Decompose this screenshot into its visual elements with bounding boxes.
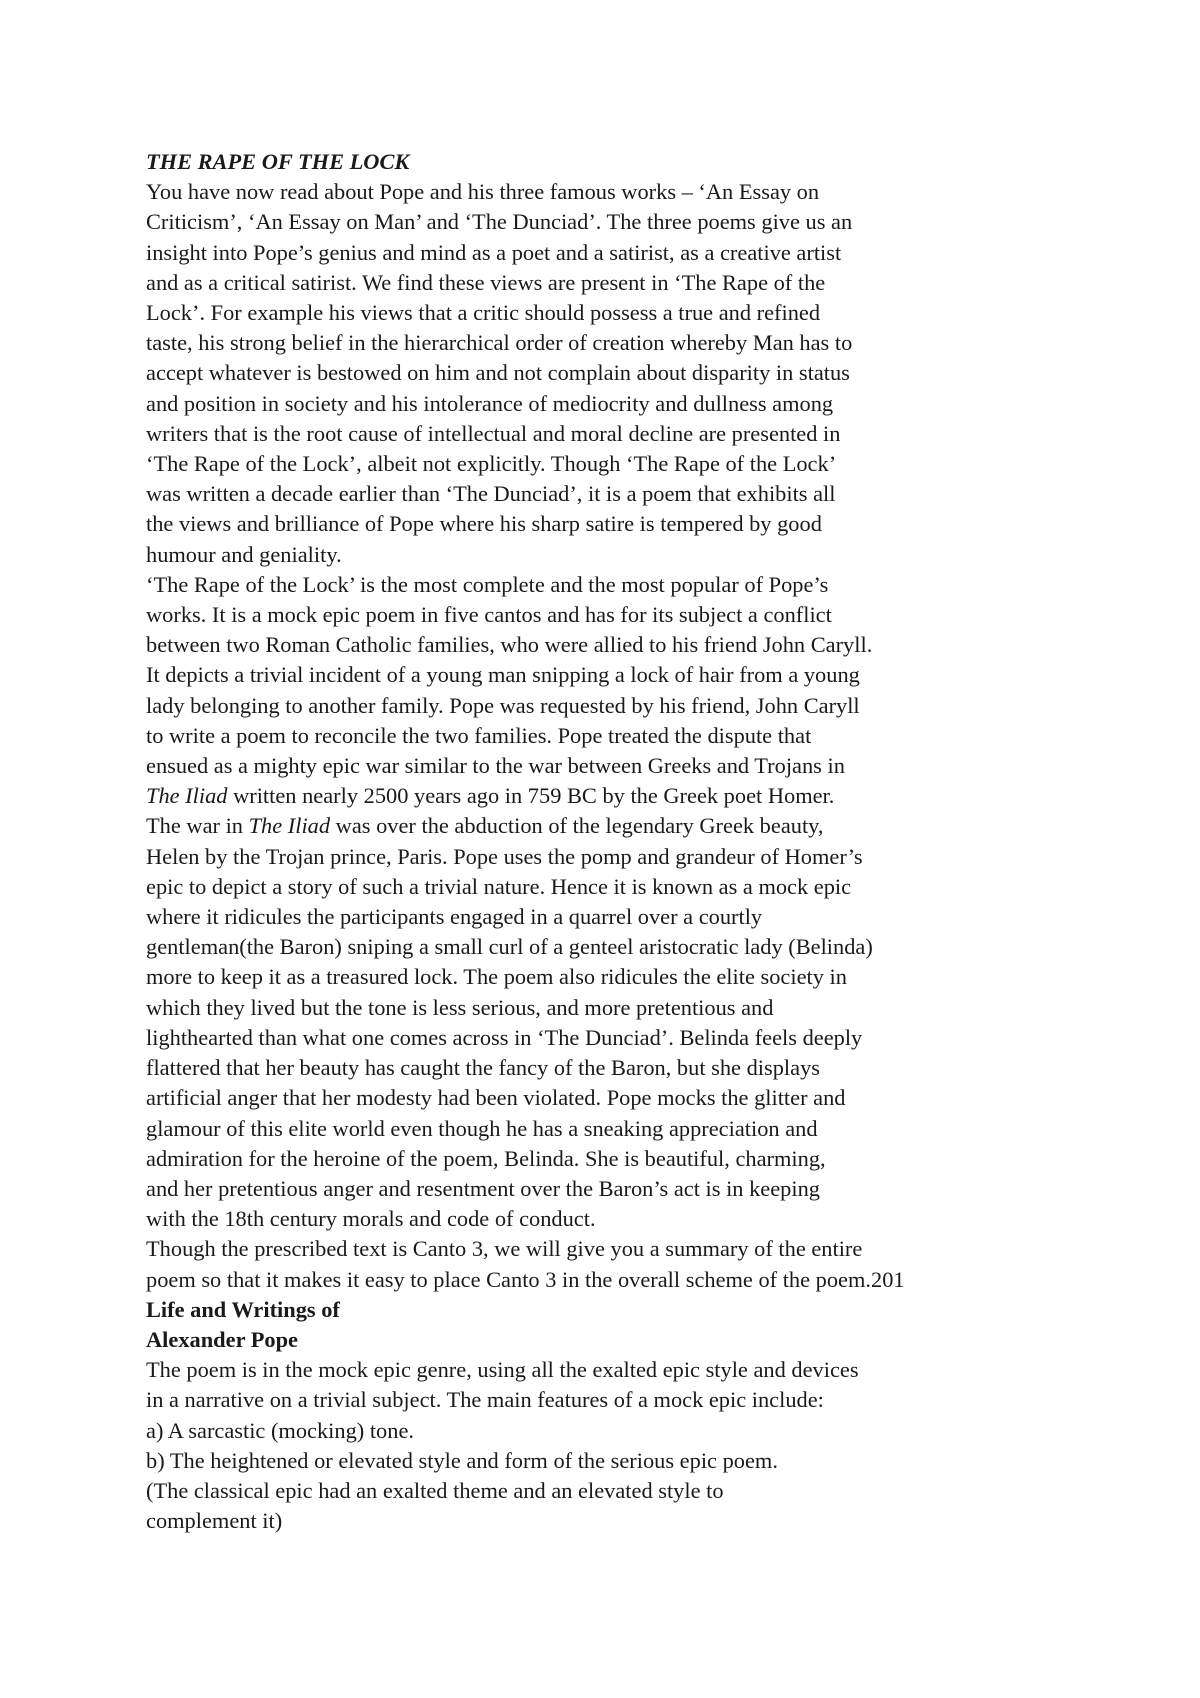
heading-line: Alexander Pope [146,1326,298,1352]
iliad-title: The Iliad [248,813,331,839]
text-line: which they lived but the tone is less serious, and more pretentious and [146,994,774,1020]
text-line: writers that is the root cause of intellectual and moral decline are presented in [146,420,841,446]
text-line: epic to depict a story of such a trivial nature. Hence it is known as a mock epic [146,873,852,899]
text-line: and as a critical satirist. We find these views are present in ‘The Rape of the [146,269,826,295]
iliad-title: The Iliad [146,783,228,809]
paragraph-features [146,1355,1146,1536]
text-line: lady belonging to another family. Pope was requested by his friend, John Caryll [146,692,860,718]
text-line: humour and geniality. [146,541,342,567]
document-title: THE RAPE OF THE LOCK [146,149,410,174]
text-line: It depicts a trivial incident of a young man snipping a lock of hair from a young [146,662,860,688]
text-segment: written nearly 2500 years ago in 759 BC by the Greek poet Homer. [227,783,835,809]
text-line: gentleman(the Baron) sniping a small curl of a genteel aristocratic lady (Belinda) [146,934,873,960]
text-line: works. It is a mock epic poem in five cantos and has for its subject a conflict [146,602,832,628]
text-segment: The war in [146,813,249,839]
paragraph-canto [146,1234,1146,1294]
text-line: Helen by the Trojan prince, Paris. Pope uses the pomp and grandeur of Homer’s [146,843,863,869]
text-line: Lock’. For example his views that a critic should possess a true and refined [146,300,821,326]
heading-line: Life and Writings of [146,1296,340,1322]
text-line: complement it) [146,1508,283,1534]
document-page [146,147,1146,1536]
text-line: taste, his strong belief in the hierarchical order of creation whereby Man has to [146,330,853,356]
text-line: Criticism’, ‘An Essay on Man’ and ‘The Dunciad’. The three poems give us an [146,209,853,235]
section-heading [146,1295,1146,1355]
text-line: The poem is in the mock epic genre, using all the exalted epic style and devices [146,1357,859,1383]
text-line: ensued as a mighty epic war similar to the war between Greeks and Trojans in [146,753,845,779]
text-line: was written a decade earlier than ‘The Dunciad’, it is a poem that exhibits all [146,481,836,507]
text-line: between two Roman Catholic families, who were allied to his friend John Caryll. [146,632,873,658]
text-line: You have now read about Pope and his three famous works – ‘An Essay on [146,179,820,205]
text-line: where it ridicules the participants engaged in a quarrel over a courtly [146,904,763,930]
text-line: (The classical epic had an exalted theme and an elevated style to [146,1477,724,1503]
text-line: ‘The Rape of the Lock’ is the most complete and the most popular of Pope’s [146,571,829,597]
text-line [146,811,1146,841]
text-line: admiration for the heroine of the poem, Belinda. She is beautiful, charming, [146,1145,826,1171]
text-line: the views and brilliance of Pope where his sharp satire is tempered by good [146,511,822,537]
text-line: insight into Pope’s genius and mind as a poet and a satirist, as a creative artist [146,239,842,265]
text-line: in a narrative on a trivial subject. The main features of a mock epic include: [146,1387,824,1413]
text-line: artificial anger that her modesty had been violated. Pope mocks the glitter and [146,1085,846,1111]
text-line: accept whatever is bestowed on him and not complain about disparity in status [146,360,850,386]
paragraph-main [146,570,1146,1234]
list-item: a) A sarcastic (mocking) tone. [146,1417,414,1443]
text-segment: was over the abduction of the legendary Greek beauty, [330,813,824,839]
paragraph-intro [146,177,1146,570]
list-item: b) The heightened or elevated style and form of the serious epic poem. [146,1447,778,1473]
text-line: to write a poem to reconcile the two families. Pope treated the dispute that [146,722,812,748]
text-line: ‘The Rape of the Lock’, albeit not explicitly. Though ‘The Rape of the Lock’ [146,451,837,477]
text-line: glamour of this elite world even though he has a sneaking appreciation and [146,1115,818,1141]
text-line: more to keep it as a treasured lock. The poem also ridicules the elite society in [146,964,847,990]
text-line: flattered that her beauty has caught the fancy of the Baron, but she displays [146,1055,820,1081]
text-line [146,781,1146,811]
text-line: Though the prescribed text is Canto 3, we will give you a summary of the entire [146,1236,863,1262]
text-line: poem so that it makes it easy to place Canto 3 in the overall scheme of the poem.201 [146,1266,905,1292]
text-line: with the 18th century morals and code of conduct. [146,1206,596,1232]
text-line: and her pretentious anger and resentment over the Baron’s act is in keeping [146,1175,820,1201]
text-line: lighthearted than what one comes across in ‘The Dunciad’. Belinda feels deeply [146,1024,863,1050]
text-line: and position in society and his intolerance of mediocrity and dullness among [146,390,834,416]
